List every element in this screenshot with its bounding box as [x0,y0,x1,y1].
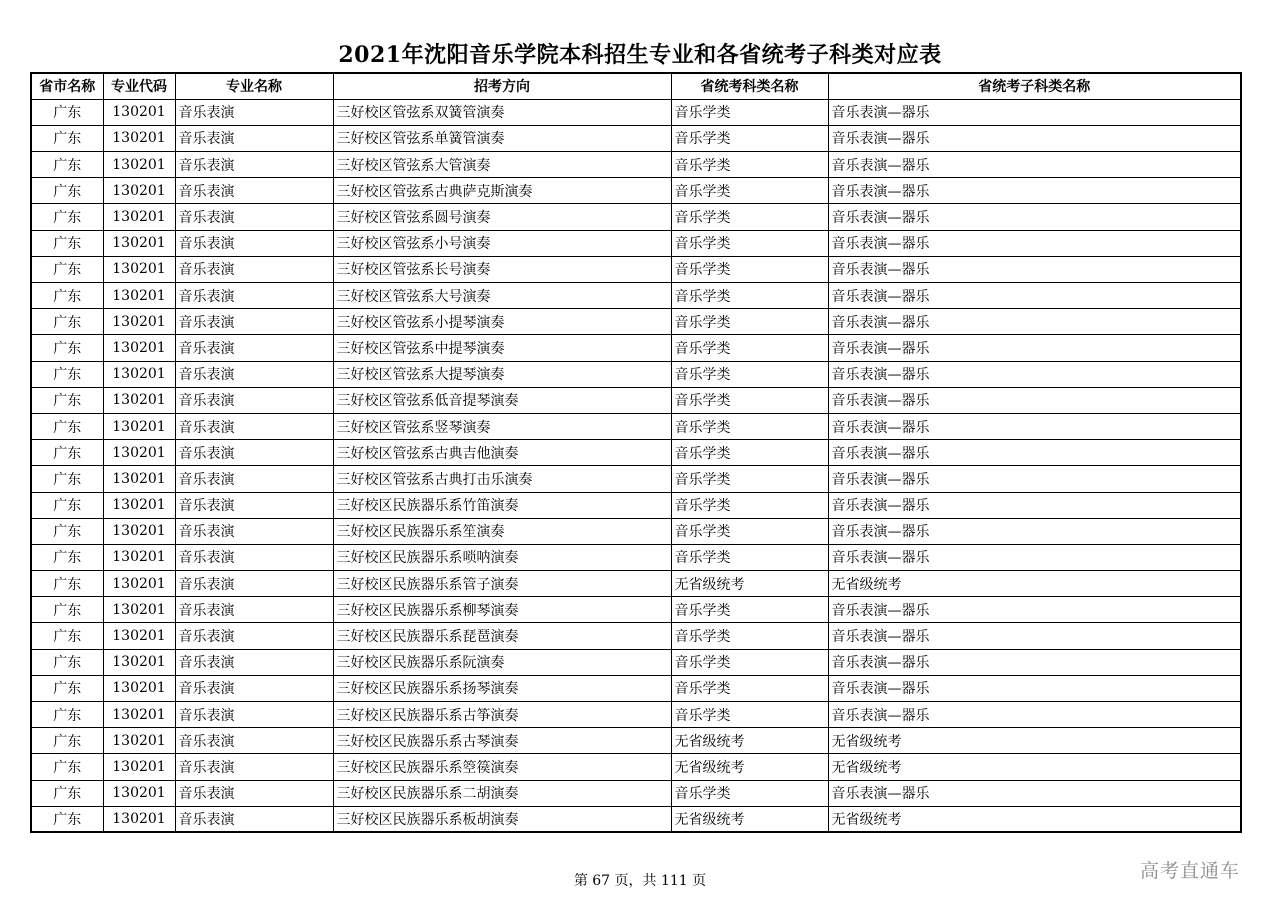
cell-category: 音乐学类 [671,204,828,230]
cell-major-code: 130201 [103,754,175,780]
cell-direction: 三好校区管弦系大提琴演奏 [333,361,671,387]
header-major-name: 专业名称 [175,73,333,99]
cell-direction: 三好校区民族器乐系扬琴演奏 [333,675,671,701]
cell-province: 广东 [31,649,103,675]
header-subcategory: 省统考子科类名称 [828,73,1241,99]
table-row [31,309,1241,335]
cell-major-name: 音乐表演 [175,675,333,701]
cell-province: 广东 [31,361,103,387]
cell-subcategory: 音乐表演—器乐 [828,597,1241,623]
cell-major-name: 音乐表演 [175,387,333,413]
cell-major-code: 130201 [103,806,175,832]
cell-major-code: 130201 [103,597,175,623]
cell-direction: 三好校区民族器乐系琵琶演奏 [333,623,671,649]
cell-province: 广东 [31,466,103,492]
cell-major-name: 音乐表演 [175,780,333,806]
cell-major-name: 音乐表演 [175,230,333,256]
cell-subcategory: 音乐表演—器乐 [828,675,1241,701]
cell-direction: 三好校区管弦系大号演奏 [333,283,671,309]
cell-category: 音乐学类 [671,99,828,125]
cell-major-code: 130201 [103,466,175,492]
cell-direction: 三好校区管弦系长号演奏 [333,256,671,282]
table-row [31,649,1241,675]
cell-category: 音乐学类 [671,675,828,701]
cell-major-code: 130201 [103,335,175,361]
cell-major-code: 130201 [103,728,175,754]
page-number: 第 67 页，共 111 页 [573,873,707,889]
table-row [31,387,1241,413]
cell-province: 广东 [31,492,103,518]
cell-subcategory: 音乐表演—器乐 [828,623,1241,649]
table-row [31,702,1241,728]
cell-province: 广东 [31,283,103,309]
cell-major-code: 130201 [103,413,175,439]
cell-major-code: 130201 [103,361,175,387]
cell-category: 音乐学类 [671,466,828,492]
table-row [31,335,1241,361]
cell-direction: 三好校区管弦系中提琴演奏 [333,335,671,361]
table-row [31,256,1241,282]
cell-subcategory: 无省级统考 [828,571,1241,597]
table-row [31,780,1241,806]
page-title: 2021年沈阳音乐学院本科招生专业和各省统考子科类对应表 [338,42,942,68]
cell-direction: 三好校区民族器乐系板胡演奏 [333,806,671,832]
cell-major-name: 音乐表演 [175,204,333,230]
cell-subcategory: 音乐表演—器乐 [828,440,1241,466]
table-row [31,806,1241,832]
cell-subcategory: 音乐表演—器乐 [828,178,1241,204]
table-row [31,728,1241,754]
cell-subcategory: 音乐表演—器乐 [828,152,1241,178]
cell-major-code: 130201 [103,571,175,597]
table-row [31,125,1241,151]
cell-direction: 三好校区民族器乐系二胡演奏 [333,780,671,806]
cell-major-name: 音乐表演 [175,99,333,125]
cell-category: 音乐学类 [671,230,828,256]
cell-category: 音乐学类 [671,361,828,387]
cell-subcategory: 音乐表演—器乐 [828,125,1241,151]
cell-subcategory: 无省级统考 [828,728,1241,754]
cell-subcategory: 音乐表演—器乐 [828,309,1241,335]
cell-subcategory: 音乐表演—器乐 [828,335,1241,361]
header-major-code: 专业代码 [103,73,175,99]
cell-major-name: 音乐表演 [175,571,333,597]
cell-major-code: 130201 [103,780,175,806]
table-row [31,492,1241,518]
cell-major-name: 音乐表演 [175,518,333,544]
cell-category: 音乐学类 [671,440,828,466]
cell-province: 广东 [31,230,103,256]
cell-province: 广东 [31,544,103,570]
cell-province: 广东 [31,754,103,780]
cell-category: 音乐学类 [671,492,828,518]
cell-province: 广东 [31,387,103,413]
cell-direction: 三好校区管弦系单簧管演奏 [333,125,671,151]
cell-major-name: 音乐表演 [175,361,333,387]
cell-major-code: 130201 [103,544,175,570]
cell-direction: 三好校区民族器乐系阮演奏 [333,649,671,675]
cell-subcategory: 音乐表演—器乐 [828,466,1241,492]
table-row [31,518,1241,544]
cell-province: 广东 [31,623,103,649]
cell-direction: 三好校区民族器乐系竹笛演奏 [333,492,671,518]
cell-major-code: 130201 [103,492,175,518]
cell-subcategory: 音乐表演—器乐 [828,492,1241,518]
header-direction: 招考方向 [333,73,671,99]
cell-subcategory: 无省级统考 [828,754,1241,780]
cell-major-code: 130201 [103,125,175,151]
cell-major-name: 音乐表演 [175,544,333,570]
cell-subcategory: 音乐表演—器乐 [828,780,1241,806]
cell-province: 广东 [31,597,103,623]
table-row [31,675,1241,701]
cell-direction: 三好校区管弦系圆号演奏 [333,204,671,230]
cell-major-name: 音乐表演 [175,649,333,675]
cell-province: 广东 [31,440,103,466]
cell-province: 广东 [31,780,103,806]
cell-category: 无省级统考 [671,728,828,754]
cell-major-name: 音乐表演 [175,806,333,832]
table-row [31,152,1241,178]
cell-subcategory: 音乐表演—器乐 [828,256,1241,282]
cell-major-code: 130201 [103,518,175,544]
table-row [31,571,1241,597]
cell-category: 音乐学类 [671,309,828,335]
cell-category: 音乐学类 [671,623,828,649]
cell-subcategory: 音乐表演—器乐 [828,702,1241,728]
cell-province: 广东 [31,702,103,728]
cell-category: 音乐学类 [671,256,828,282]
cell-subcategory: 音乐表演—器乐 [828,204,1241,230]
cell-major-code: 130201 [103,152,175,178]
cell-province: 广东 [31,806,103,832]
table-row [31,361,1241,387]
cell-category: 音乐学类 [671,152,828,178]
cell-direction: 三好校区民族器乐系管子演奏 [333,571,671,597]
cell-direction: 三好校区管弦系古典萨克斯演奏 [333,178,671,204]
cell-category: 音乐学类 [671,518,828,544]
cell-direction: 三好校区民族器乐系古筝演奏 [333,702,671,728]
table-row [31,623,1241,649]
cell-major-name: 音乐表演 [175,178,333,204]
cell-category: 音乐学类 [671,125,828,151]
cell-subcategory: 音乐表演—器乐 [828,544,1241,570]
cell-subcategory: 音乐表演—器乐 [828,283,1241,309]
cell-direction: 三好校区管弦系古典打击乐演奏 [333,466,671,492]
cell-major-name: 音乐表演 [175,466,333,492]
table-row [31,230,1241,256]
cell-province: 广东 [31,728,103,754]
cell-direction: 三好校区管弦系小提琴演奏 [333,309,671,335]
cell-subcategory: 无省级统考 [828,806,1241,832]
cell-direction: 三好校区民族器乐系柳琴演奏 [333,597,671,623]
table-row [31,204,1241,230]
header-category: 省统考科类名称 [671,73,828,99]
cell-major-name: 音乐表演 [175,440,333,466]
cell-major-code: 130201 [103,99,175,125]
cell-major-code: 130201 [103,230,175,256]
cell-major-name: 音乐表演 [175,413,333,439]
cell-direction: 三好校区管弦系古典吉他演奏 [333,440,671,466]
cell-subcategory: 音乐表演—器乐 [828,413,1241,439]
cell-major-code: 130201 [103,623,175,649]
watermark: 高考直通车 [1140,860,1241,882]
cell-category: 音乐学类 [671,544,828,570]
cell-category: 音乐学类 [671,178,828,204]
cell-major-name: 音乐表演 [175,623,333,649]
cell-major-name: 音乐表演 [175,309,333,335]
cell-major-name: 音乐表演 [175,256,333,282]
cell-major-code: 130201 [103,387,175,413]
cell-major-code: 130201 [103,204,175,230]
cell-major-name: 音乐表演 [175,597,333,623]
cell-direction: 三好校区管弦系双簧管演奏 [333,99,671,125]
cell-subcategory: 音乐表演—器乐 [828,230,1241,256]
table-header-row [31,73,1241,99]
cell-major-name: 音乐表演 [175,728,333,754]
cell-subcategory: 音乐表演—器乐 [828,649,1241,675]
cell-province: 广东 [31,125,103,151]
header-province: 省市名称 [31,73,103,99]
cell-direction: 三好校区民族器乐系笙演奏 [333,518,671,544]
cell-province: 广东 [31,178,103,204]
cell-subcategory: 音乐表演—器乐 [828,99,1241,125]
cell-major-code: 130201 [103,256,175,282]
table-row [31,178,1241,204]
cell-major-code: 130201 [103,178,175,204]
cell-subcategory: 音乐表演—器乐 [828,387,1241,413]
cell-province: 广东 [31,256,103,282]
table-row [31,466,1241,492]
cell-category: 音乐学类 [671,597,828,623]
cell-province: 广东 [31,518,103,544]
cell-major-name: 音乐表演 [175,754,333,780]
cell-province: 广东 [31,309,103,335]
cell-direction: 三好校区管弦系竖琴演奏 [333,413,671,439]
cell-province: 广东 [31,413,103,439]
cell-province: 广东 [31,571,103,597]
cell-category: 音乐学类 [671,649,828,675]
cell-direction: 三好校区民族器乐系唢呐演奏 [333,544,671,570]
cell-major-name: 音乐表演 [175,335,333,361]
cell-subcategory: 音乐表演—器乐 [828,361,1241,387]
cell-direction: 三好校区民族器乐系古琴演奏 [333,728,671,754]
cell-major-code: 130201 [103,675,175,701]
table-row [31,440,1241,466]
cell-major-code: 130201 [103,309,175,335]
cell-category: 音乐学类 [671,413,828,439]
cell-major-name: 音乐表演 [175,283,333,309]
cell-province: 广东 [31,675,103,701]
cell-direction: 三好校区管弦系大管演奏 [333,152,671,178]
table-row [31,754,1241,780]
cell-category: 无省级统考 [671,754,828,780]
cell-major-code: 130201 [103,702,175,728]
cell-category: 音乐学类 [671,387,828,413]
cell-subcategory: 音乐表演—器乐 [828,518,1241,544]
cell-category: 音乐学类 [671,283,828,309]
cell-major-name: 音乐表演 [175,492,333,518]
cell-major-code: 130201 [103,440,175,466]
table-row [31,99,1241,125]
cell-major-code: 130201 [103,283,175,309]
cell-major-name: 音乐表演 [175,125,333,151]
table-row [31,413,1241,439]
admission-table [30,72,1242,833]
cell-category: 无省级统考 [671,806,828,832]
cell-major-code: 130201 [103,649,175,675]
cell-province: 广东 [31,152,103,178]
cell-category: 音乐学类 [671,702,828,728]
cell-direction: 三好校区管弦系低音提琴演奏 [333,387,671,413]
cell-category: 无省级统考 [671,571,828,597]
cell-major-name: 音乐表演 [175,152,333,178]
cell-direction: 三好校区管弦系小号演奏 [333,230,671,256]
cell-category: 音乐学类 [671,335,828,361]
cell-direction: 三好校区民族器乐系箜篌演奏 [333,754,671,780]
cell-province: 广东 [31,335,103,361]
cell-major-name: 音乐表演 [175,702,333,728]
table-row [31,283,1241,309]
cell-province: 广东 [31,204,103,230]
table-row [31,597,1241,623]
table-row [31,544,1241,570]
cell-category: 音乐学类 [671,780,828,806]
cell-province: 广东 [31,99,103,125]
